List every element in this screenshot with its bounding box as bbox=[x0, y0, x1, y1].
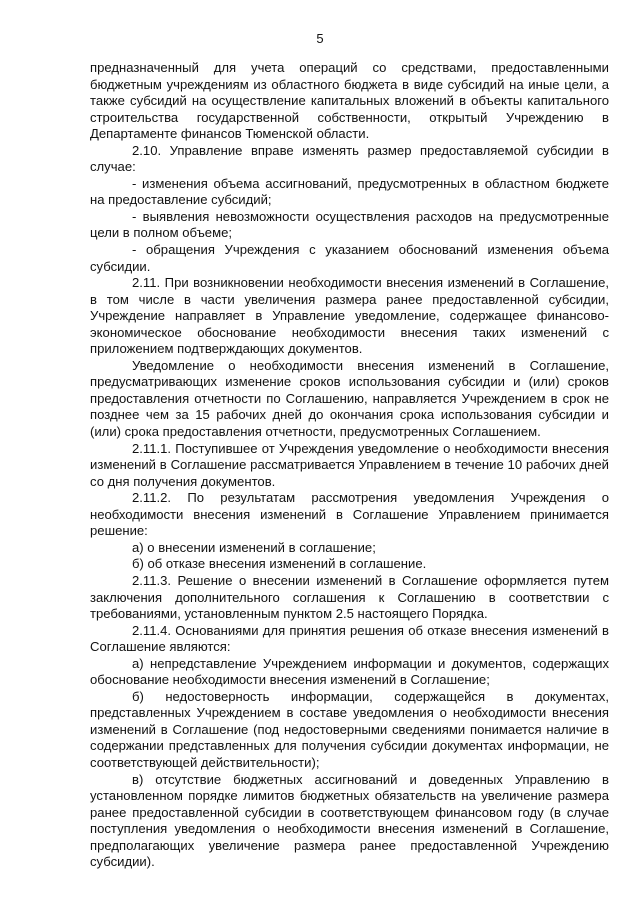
paragraph-2-11-2-b: б) об отказе внесения изменений в соглашение. bbox=[132, 556, 427, 572]
document-body bbox=[90, 60, 609, 871]
paragraph-2-11: 2.11. При возникновении необходимости внесения изменений в Соглашение, в том числе в части увеличения размера ранее предоставленной субсидии, Учреждение направляет в Управление уведомление, содержащее финансово-экономическое обоснование необходимости внесения таких изменений с приложением подтверждающих документов. bbox=[90, 275, 609, 357]
paragraph-2-10-item-2: - выявления невозможности осуществления расходов на предусмотренные цели в полном объеме; bbox=[90, 208, 609, 241]
page-number: 5 bbox=[316, 31, 324, 46]
paragraph-2-11-4-a: а) непредставление Учреждением информации и документов, содержащих обоснование необходимости внесения изменений в Соглашение; bbox=[90, 655, 609, 688]
paragraph-2-11-2: 2.11.2. По результатам рассмотрения уведомления Учреждения о необходимости внесения изменений в Соглашение Управлением принимается решение: bbox=[90, 490, 609, 539]
paragraph-2-11-3: 2.11.3. Решение о внесении изменений в Соглашение оформляется путем заключения дополнительного соглашения к Соглашению в соответствии с требованиями, установленным пунктом 2.5 настоящего Порядка. bbox=[90, 572, 609, 622]
paragraph-2-11-4-b: б) недостоверность информации, содержащейся в документах, представленных Учреждением в составе уведомления о необходимости внесения изменений в Соглашение (под недостоверными сведениями понимается наличие в содержании представленных для получения субсидии документах информации, не соответствующей действительности); bbox=[90, 688, 609, 770]
paragraph-2-10: 2.10. Управление вправе изменять размер предоставляемой субсидии в случае: bbox=[90, 142, 609, 175]
paragraph-2-11-2-a: а) о внесении изменений в соглашение; bbox=[132, 539, 376, 555]
paragraph-2-11-1: 2.11.1. Поступившее от Учреждения уведомление о необходимости внесения изменений в Соглашение рассматривается Управлением в течение 10 рабочих дней со дня получения документов. bbox=[90, 440, 609, 489]
paragraph-2-10-item-1: - изменения объема ассигнований, предусмотренных в областном бюджете на предоставление субсидий; bbox=[90, 175, 609, 208]
paragraph-2-10-item-3: - обращения Учреждения с указанием обоснований изменения объема субсидии. bbox=[90, 242, 609, 274]
paragraph-2-11-4-v: в) отсутствие бюджетных ассигнований и доведенных Управлению в установленном порядке лимитов бюджетных обязательств на увеличение размера ранее предоставленной субсидии в соответствующем финансовом году (в случае поступления уведомления о необходимости внесения изменений в Соглашение, предполагающих увеличение размера ранее предоставленной Учреждению субсидии). bbox=[90, 771, 609, 870]
paragraph-account-continuation: предназначенный для учета операций со средствами, предоставленными бюджетным учреждениям из областного бюджета в виде субсидий на иные цели, а также субсидий на осуществление капитальных вложений в объекты капитального строительства государственной собственности, открытый Учреждению в Департаменте финансов Тюменской области. bbox=[90, 60, 609, 142]
paragraph-2-11-notice: Уведомление о необходимости внесения изменений в Соглашение, предусматривающих изменение сроков использования субсидии и (или) сроков предоставления отчетности по Соглашению, направляется Учреждением в срок не позднее чем за 15 рабочих дней до окончания срока использования субсидии и (или) срока предоставления отчетности, предусмотренных Соглашением. bbox=[90, 357, 609, 440]
paragraph-2-11-4: 2.11.4. Основаниями для принятия решения об отказе внесения изменений в Соглашение являются: bbox=[90, 622, 609, 655]
